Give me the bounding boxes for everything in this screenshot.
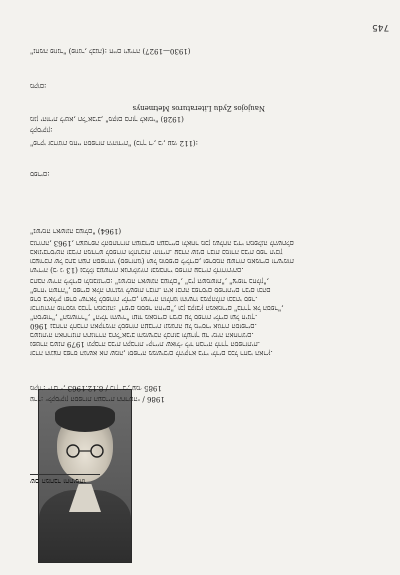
body-line: "הסיפור", "המשורר", "הילד והשיר" ועוד מאמרים רבים על ספרות ילדים ועל חינוך. bbox=[30, 313, 258, 321]
source-line: ערך: ״לקסיקון הספרות העברית החדשה״ / 1986 bbox=[30, 395, 165, 403]
bio-line: "פרקי זכרונות מחיי הספרות היהודית" (כרך ד׳, ב׳, עמ׳ 112): bbox=[30, 139, 199, 147]
author-photo bbox=[38, 389, 132, 563]
signature-line bbox=[30, 474, 100, 475]
bio-line: לקסיקון: bbox=[30, 126, 53, 134]
section-place-label: מקום: bbox=[30, 82, 47, 90]
body-heading: "נשימה ראשונה בעולם" (1964) bbox=[30, 227, 122, 235]
photo-hair bbox=[55, 406, 115, 432]
body-line: זכרה הונצח בפרס הנושא את שמה, וספריה ממשיכים להיקרא בידי ילדים בכל רחבי הארץ. bbox=[30, 349, 273, 357]
body-line: "פרחי השדה", ספרים אלה תורגמו לשפות רבות. היא זכתה בפרסים ספרותיים רבים ובהם bbox=[30, 286, 271, 294]
body-line: 1960 נבחרה לחברת האקדמיה לספרות העברית ונמנתה על מייסדי אגודת הסופרים. bbox=[30, 322, 257, 330]
body-line: בגרותה, 1963, הצטרפה להסתדרות העובדים העבריים ולאחר מכן נשלחה בידי המפלגה להשתלם bbox=[30, 239, 294, 247]
body-line: נפטרה בשנת 1979 ונקברה בבית הקברות ״קריית שאול״ ליד חבריה לדרך הספרותית. bbox=[30, 340, 260, 348]
footer-label: שם המחבר וחתימתו bbox=[30, 477, 86, 486]
glasses-icon bbox=[61, 444, 109, 458]
body-line: זכרונותיה פורסמו בכרך המכונה: "דפים מספר החיים", וכן בקובץ המאמרים "בדרך אל הספר", bbox=[30, 304, 284, 312]
body-line: בשנותיה האחרונות התגוררה בתל־אביב והמשיכה לכתוב ולערוך עד ימיה האחרונים. bbox=[30, 331, 254, 339]
body-line: וכעורכת של כתב העת הספרותי (ספרותנו) ושל מוספים לילדים, ופרסמה עשרות מאמרים ורשימות bbox=[30, 257, 294, 265]
body-line: באוניברסיטה ובבית המדרש לספרות ולתרבות יהודית. עבדה שנים רבות כמורה בבית ספר תיכון bbox=[30, 248, 283, 256]
body-line: כתבה שירה לילדים ולמבוגרים: "נשימה ראשונה בעולם", "בין השמשות", "ציפור בחלון", bbox=[30, 277, 269, 285]
source-line: מקור: ״דבר״, 8.12.1963 / כרך ב׳, עמ׳ 1985 bbox=[30, 384, 162, 392]
section-works-label: ספרים: bbox=[30, 170, 50, 178]
page-number: 745 bbox=[372, 22, 390, 32]
latin-reference: Naujojos Zydu Literaturos Metmenys bbox=[132, 104, 265, 112]
bio-line: מגן יהודית ליטא, תל־אביב, "מקום בתוך לאומי" (1928) bbox=[30, 115, 184, 123]
body-line: ושיריה (ב׳ ג׳ 13) נכללו בעשרות אנתולוגיות ובמבחרי ספרות עברית לדורותיהם. bbox=[30, 266, 244, 274]
document-title: "נחמה פוזנר" (פוזנר, לבנה): חיים ויצירה (1927—1930) bbox=[30, 47, 191, 55]
body-line: פרס ביאליק ופרס ישראל לספרות ילדים, ושיריה הולחנו והושרו במקהלות ובבתי ספר. bbox=[30, 295, 258, 303]
